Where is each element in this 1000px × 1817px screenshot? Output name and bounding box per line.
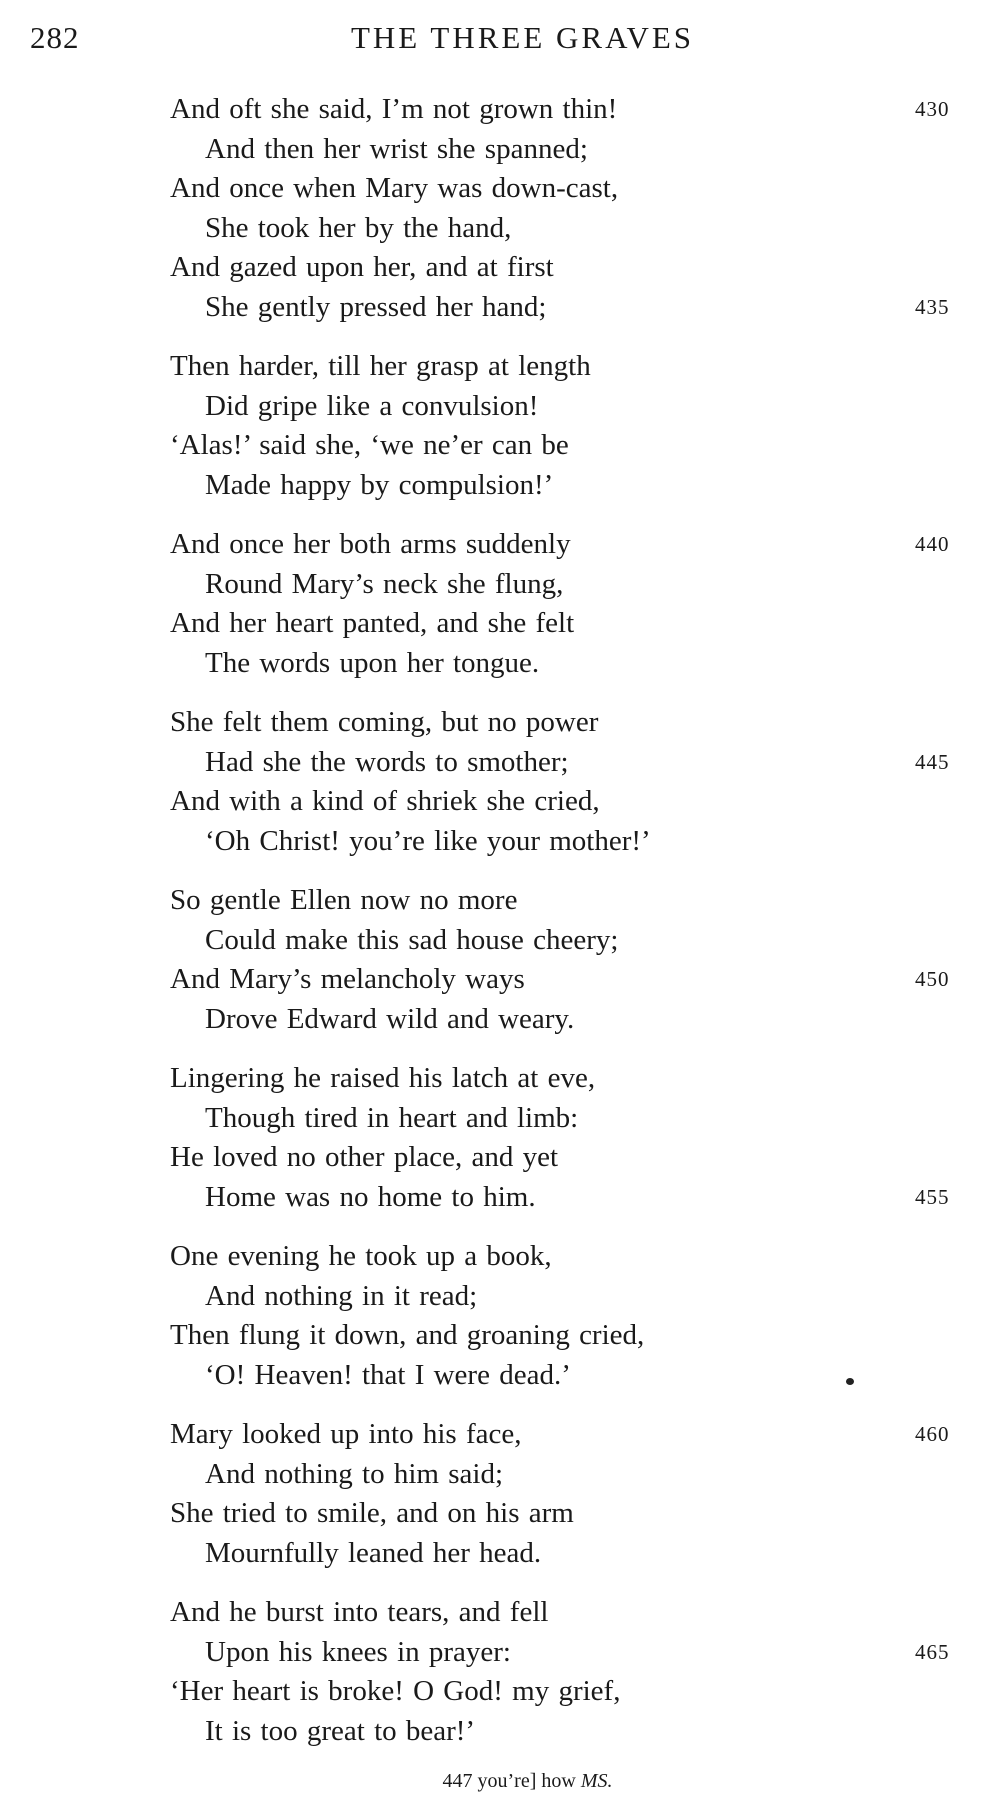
poem-line (170, 387, 970, 427)
poem-line-text: She felt them coming, but no power (170, 706, 599, 738)
poem-line-text: And her heart panted, and she felt (170, 607, 575, 639)
line-number: 435 (915, 294, 950, 319)
line-number: 450 (915, 967, 950, 991)
poem-line-text: Did gripe like a convulsion! (205, 389, 539, 422)
poem-line (170, 466, 970, 506)
poem-line-text: Then flung it down, and groaning cried, (170, 1319, 645, 1351)
stanza (170, 1237, 970, 1395)
line-number: 445 (915, 749, 950, 774)
poem-line-text: She tried to smile, and on his arm (170, 1497, 574, 1529)
line-number: 455 (915, 1184, 950, 1209)
poem-line-text: Round Mary’s neck she flung, (205, 567, 564, 600)
poem-line (170, 1277, 970, 1317)
poem-line (170, 1455, 970, 1495)
poem-line-text: And nothing in it read; (205, 1279, 478, 1312)
stanza (170, 703, 970, 861)
stanza (170, 1593, 970, 1751)
poem-line-text: She gently pressed her hand; (205, 290, 547, 323)
poem-line (170, 822, 970, 862)
stanza (170, 881, 970, 1039)
poem-line-text: Home was no home to him. (205, 1180, 536, 1213)
poem-line-text: Mournfully leaned her head. (205, 1536, 542, 1569)
poem-line-text: Upon his knees in prayer: (205, 1635, 511, 1668)
poem-line (170, 1178, 970, 1218)
line-number: 460 (915, 1422, 950, 1446)
poem-line-text: Could make this sad house cheery; (205, 923, 619, 956)
poem-line (170, 347, 970, 387)
line-number: 430 (915, 97, 950, 121)
poem-body (170, 90, 970, 1771)
poem-line-text: Though tired in heart and limb: (205, 1101, 579, 1134)
poem-line-text: Made happy by compulsion!’ (205, 468, 554, 501)
poem-line (170, 1712, 970, 1752)
poem-line-text: And nothing to him said; (205, 1457, 503, 1490)
poem-line (170, 1000, 970, 1040)
footnote-source: MS. (580, 1770, 613, 1792)
poem-line (170, 1593, 970, 1633)
poem-line (170, 1534, 970, 1574)
poem-line (170, 1316, 970, 1356)
poem-line (170, 644, 970, 684)
poem-line-text: Had she the words to smother; (205, 745, 569, 778)
poem-line (170, 921, 970, 961)
page-number: 282 (30, 20, 80, 55)
poem-line (170, 1494, 970, 1534)
stanza (170, 90, 970, 327)
poem-line-text: And Mary’s melancholy ways (170, 963, 525, 995)
poem-line (170, 565, 970, 605)
stanza (170, 347, 970, 505)
poem-line-text: And gazed upon her, and at first (170, 251, 554, 283)
poem-line-text: The words upon her tongue. (205, 646, 540, 679)
poem-line (170, 90, 970, 130)
poem-line (170, 960, 970, 1000)
poem-line (170, 1633, 970, 1673)
poem-line-text: And then her wrist she spanned; (205, 132, 588, 165)
poem-line-text: Mary looked up into his face, (170, 1418, 522, 1450)
ink-speck (846, 1378, 854, 1385)
stanza (170, 525, 970, 683)
poem-line (170, 209, 970, 249)
poem-line (170, 426, 970, 466)
poem-line-text: ‘Oh Christ! you’re like your mother!’ (205, 824, 651, 857)
poem-line (170, 703, 970, 743)
running-title: THE THREE GRAVES (350, 20, 695, 55)
poem-line-text: He loved no other place, and yet (170, 1141, 559, 1173)
poem-line-text: And oft she said, I’m not grown thin! (170, 93, 618, 125)
line-number: 440 (915, 532, 950, 556)
poem-line-text: One evening he took up a book, (170, 1240, 552, 1272)
poem-line-text: And once when Mary was down-cast, (170, 172, 619, 204)
stanza (170, 1415, 970, 1573)
poem-line (170, 743, 970, 783)
poem-line (170, 881, 970, 921)
poem-line (170, 1059, 970, 1099)
poem-line-text: And once her both arms suddenly (170, 528, 571, 560)
poem-line (170, 288, 970, 328)
footnote (0, 1770, 1000, 1793)
poem-line-text: ‘O! Heaven! that I were dead.’ (205, 1358, 571, 1391)
poem-line-text: Drove Edward wild and weary. (205, 1002, 575, 1035)
poem-line-text: So gentle Ellen now no more (170, 884, 518, 916)
poem-line-text: And with a kind of shriek she cried, (170, 785, 600, 817)
poem-line (170, 782, 970, 822)
line-number: 465 (915, 1639, 950, 1664)
poem-line (170, 1138, 970, 1178)
poem-line (170, 525, 970, 565)
poem-line (170, 1672, 970, 1712)
poem-line-text: ‘Alas!’ said she, ‘we ne’er can be (170, 429, 569, 461)
poem-line (170, 248, 970, 288)
poem-line-text: It is too great to bear!’ (205, 1714, 476, 1747)
poem-line-text: Then harder, till her grasp at length (170, 350, 591, 382)
poem-line-text: Lingering he raised his latch at eve, (170, 1062, 596, 1094)
poem-line-text: She took her by the hand, (205, 211, 512, 244)
poem-line (170, 1415, 970, 1455)
poem-line (170, 604, 970, 644)
poem-line (170, 169, 970, 209)
footnote-reference: 447 you’re] how (442, 1770, 576, 1792)
poem-line (170, 130, 970, 170)
poem-line (170, 1237, 970, 1277)
poem-line-text: ‘Her heart is broke! O God! my grief, (170, 1675, 621, 1707)
poem-line (170, 1099, 970, 1139)
poem-line (170, 1356, 970, 1396)
poem-line-text: And he burst into tears, and fell (170, 1596, 549, 1628)
stanza (170, 1059, 970, 1217)
